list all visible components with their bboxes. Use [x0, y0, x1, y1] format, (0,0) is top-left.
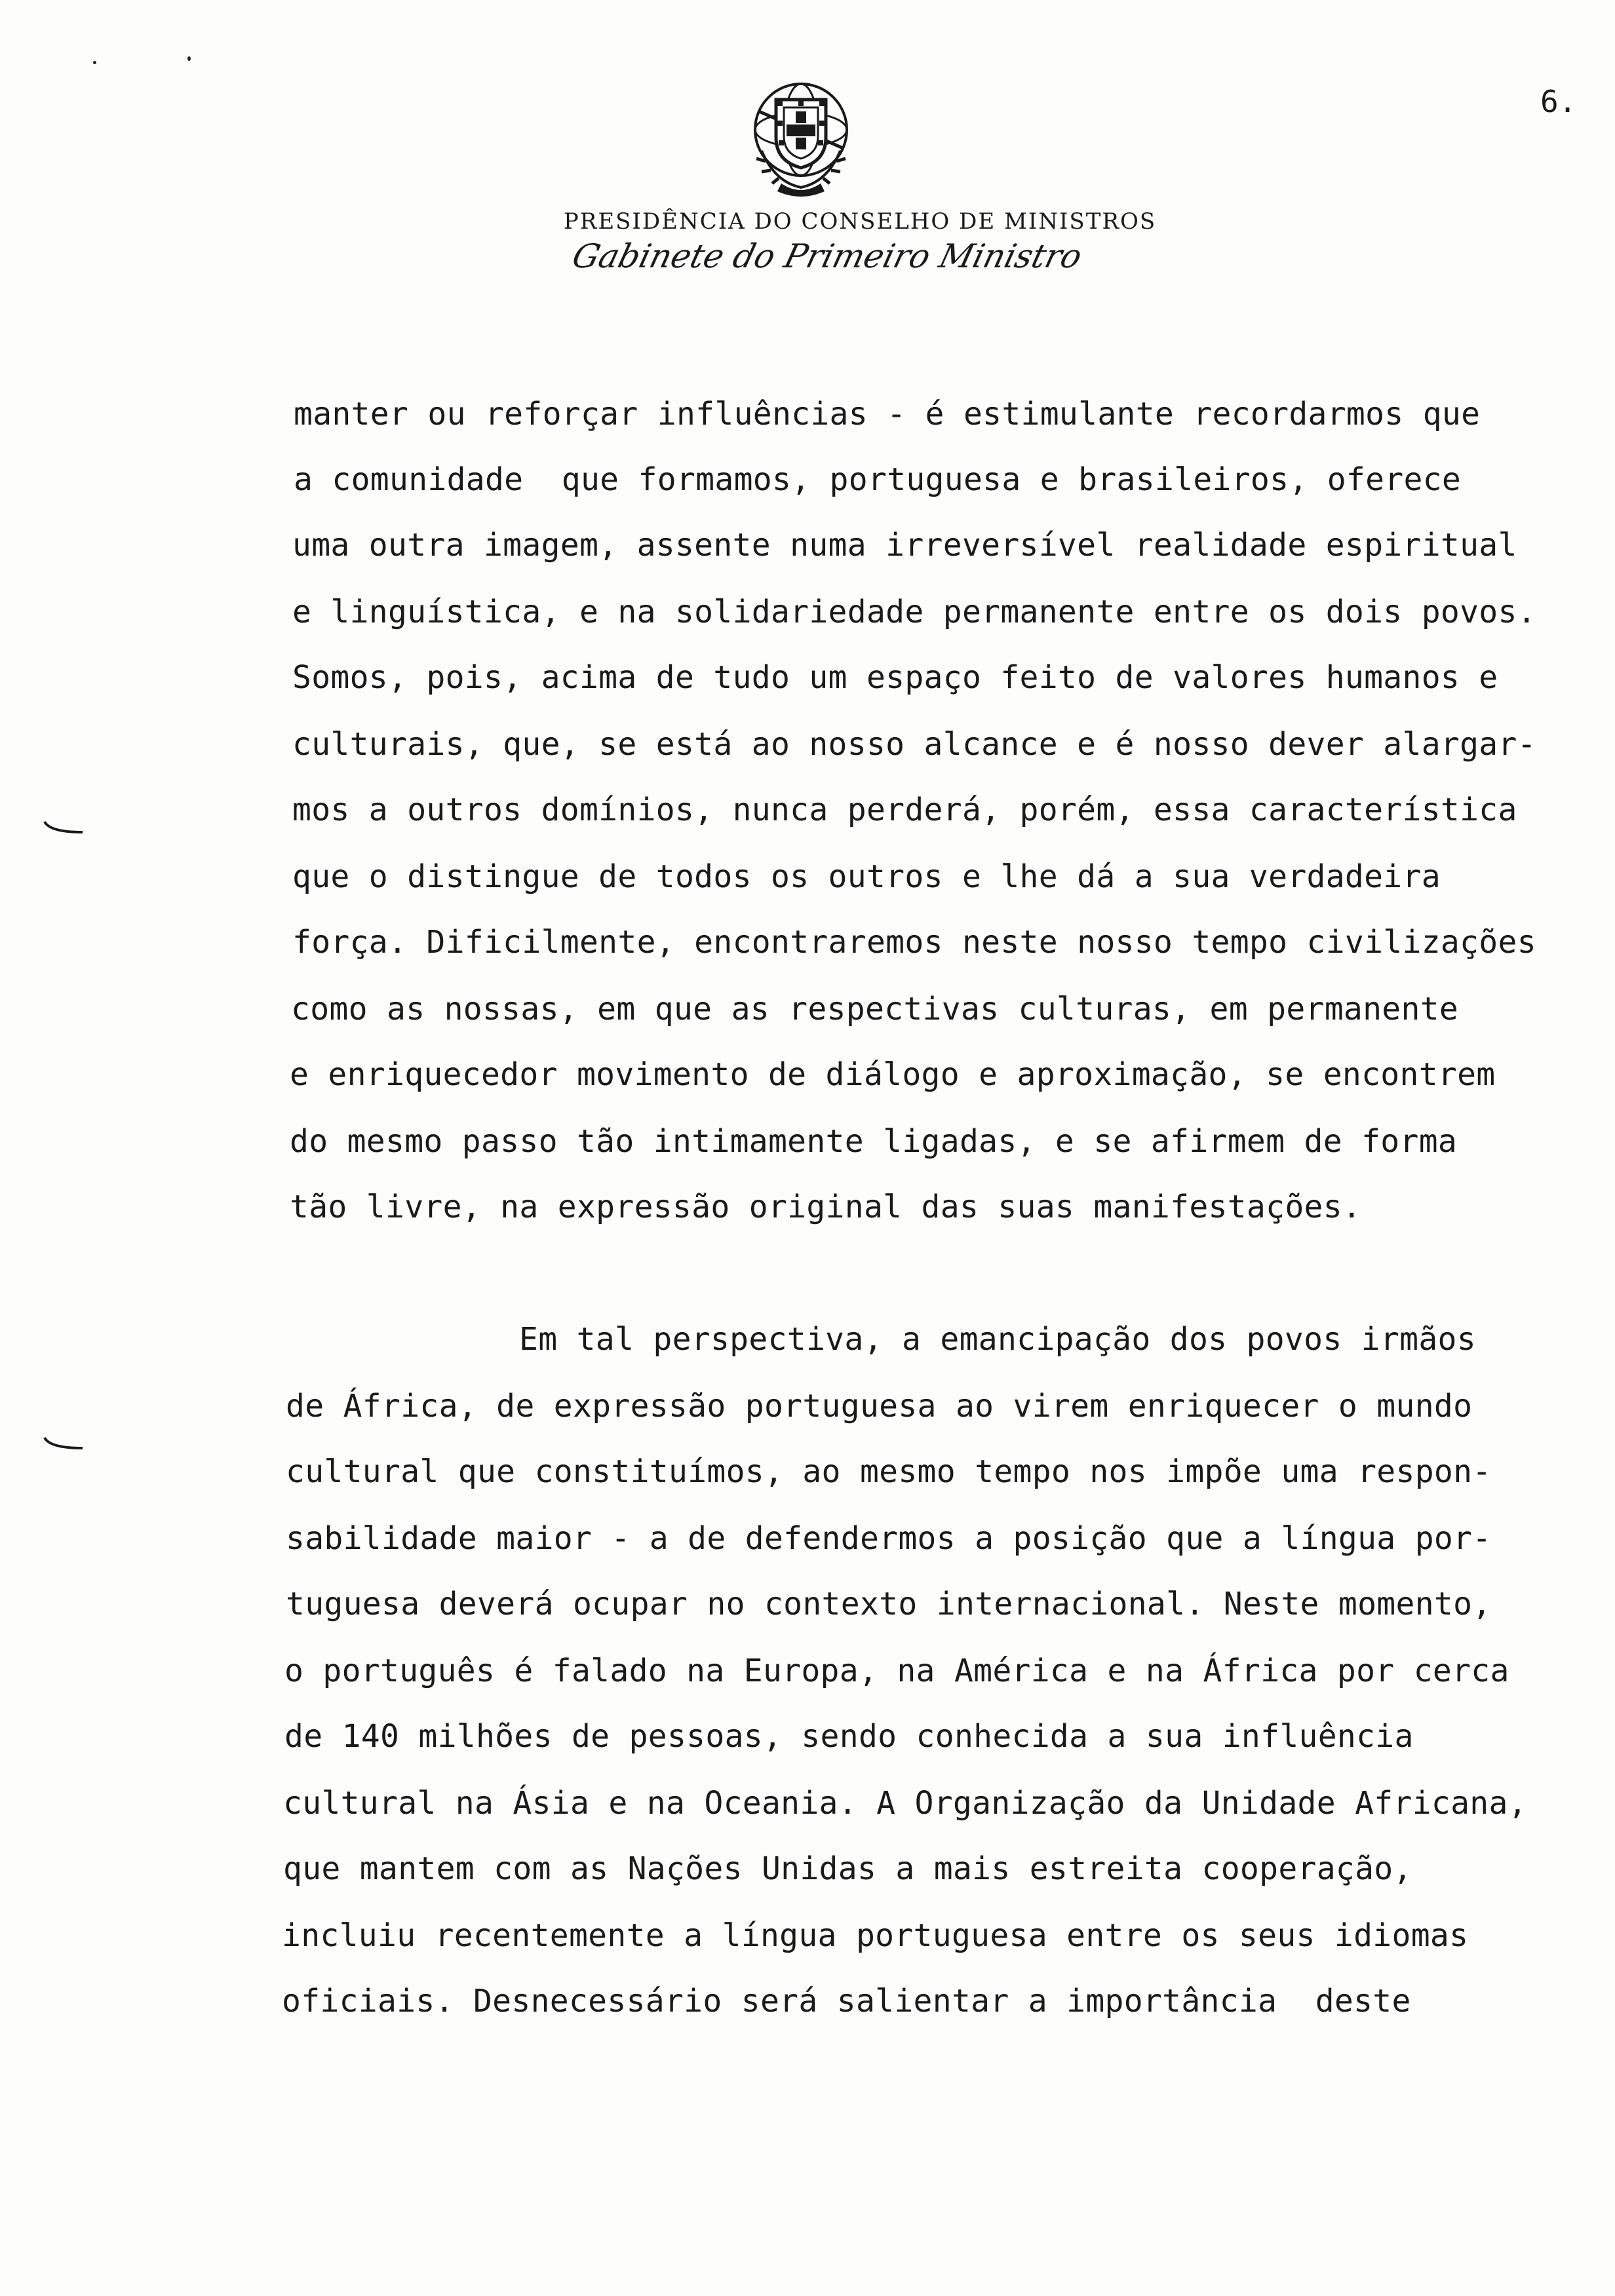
paragraph-1-line: e enriquecedor movimento de diálogo e aproximação, se encontrem [290, 1056, 1496, 1093]
paragraph-2-line: que mantem com as Nações Unidas a mais estreita cooperação, [283, 1850, 1412, 1887]
paragraph-1-line: que o distingue de todos os outros e lhe dá a sua verdadeira [292, 858, 1441, 895]
scan-speck [93, 61, 96, 64]
margin-mark [43, 1435, 85, 1451]
paragraph-2-line: Em tal perspectiva, a emancipação dos povos irmãos [519, 1321, 1476, 1358]
scan-speck [187, 56, 191, 61]
paragraph-2-line: cultural que constituímos, ao mesmo tempo nos impõe uma respon- [286, 1453, 1492, 1490]
paragraph-1-line: Somos, pois, acima de tudo um espaço feito de valores humanos e [292, 659, 1498, 696]
cabinet-name: Gabinete do Primeiro Ministro [568, 237, 1086, 275]
paragraph-2-line: cultural na Ásia e na Oceania. A Organização da Unidade Africana, [283, 1785, 1527, 1822]
paragraph-1-line: tão livre, na expressão original das suas manifestações. [290, 1189, 1362, 1225]
paragraph-1-line: força. Dificilmente, encontraremos neste nosso tempo civilizações [292, 924, 1536, 961]
paragraph-2-line: de 140 milhões de pessoas, sendo conhecida a sua influência [284, 1718, 1414, 1755]
paragraph-2-line: incluiu recentemente a língua portuguesa entre os seus idiomas [282, 1917, 1469, 1954]
paragraph-1-line: culturais, que, se está ao nosso alcance e é nosso dever alargar- [292, 726, 1536, 763]
margin-mark [43, 819, 85, 835]
paragraph-1-line: como as nossas, em que as respectivas culturas, em permanente [291, 991, 1459, 1027]
paragraph-2-line: oficiais. Desnecessário será salientar a importância deste [282, 1983, 1411, 2019]
portuguese-coat-of-arms-icon [735, 72, 866, 197]
paragraph-2-line: sabilidade maior - a de defendermos a posição que a língua por- [286, 1520, 1492, 1557]
paragraph-2-line: tuguesa deverá ocupar no contexto internacional. Neste momento, [286, 1586, 1492, 1622]
paragraph-2-line: o português é falado na Europa, na América e na África por cerca [284, 1653, 1509, 1689]
paragraph-1-line: mos a outros domínios, nunca perderá, porém, essa característica [292, 792, 1517, 828]
paragraph-1-line: e linguística, e na solidariedade permanente entre os dois povos. [292, 594, 1536, 630]
paragraph-1-line: do mesmo passo tão intimamente ligadas, e se afirmem de forma [290, 1123, 1458, 1160]
paragraph-1-line: uma outra imagem, assente numa irreversível realidade espiritual [292, 527, 1517, 564]
paragraph-2-line: de África, de expressão portuguesa ao virem enriquecer o mundo [286, 1388, 1473, 1425]
paragraph-1-line: a comunidade que formamos, portuguesa e brasileiros, oferece [294, 461, 1462, 498]
paragraph-1-line: manter ou reforçar influências - é estimulante recordarmos que [294, 396, 1481, 432]
institution-name: PRESIDÊNCIA DO CONSELHO DE MINISTROS [563, 208, 1157, 235]
page-number: 6. [1540, 84, 1577, 119]
